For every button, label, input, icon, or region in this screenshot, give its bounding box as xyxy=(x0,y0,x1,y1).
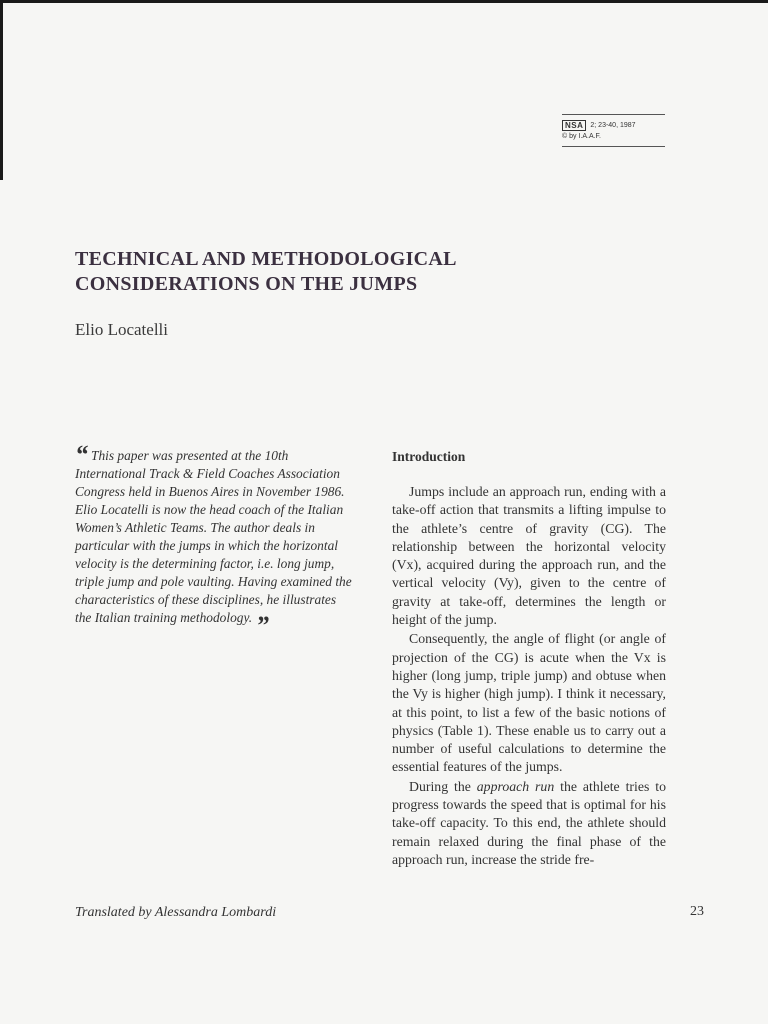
top-scan-edge xyxy=(0,0,768,3)
citation: 2; 23-40, 1987 xyxy=(590,122,636,129)
emphasis-term: approach run xyxy=(476,778,555,794)
paragraph: Consequently, the angle of flight (or angle of projection of the CG) is acute when the Vx is higher (long jump, triple jump) and obtuse when the Vy is higher (high jump). I think it necessary, at this point, to list a few of the basic notions of physics (Table 1). These enable us to carry out a number of useful calculations to determine the essential features of the jumps. xyxy=(392,631,666,775)
left-scan-edge xyxy=(0,0,3,180)
copyright: © by I.A.A.F. xyxy=(562,133,602,140)
nsa-logo-icon: NSA xyxy=(562,120,586,131)
paragraph-text: During the xyxy=(409,778,477,794)
title-line-1: TECHNICAL AND METHODOLOGICAL xyxy=(75,248,457,270)
page-number: 23 xyxy=(690,904,704,919)
article-title xyxy=(75,247,575,297)
abstract-text: This paper was presented at the 10th International Track & Field Coaches Association Congress held in Buenos Aires in November 1986. Elio Locatelli is now the head coach of the Italian Women’s Athletic Teams. The author deals in particular with the jumps in which the horizontal velocity is the determining factor, i.e. long jump, triple jump and pole vaulting. Having examined the characteristics of these disciplines, he illustrates the Italian training methodology. xyxy=(75,448,352,625)
abstract xyxy=(75,440,353,640)
title-line-2: CONSIDERATIONS ON THE JUMPS xyxy=(75,273,418,295)
paragraph xyxy=(392,778,666,869)
section-heading: Introduction xyxy=(392,449,466,464)
author-name: Elio Locatelli xyxy=(75,320,168,339)
open-quote-icon: “ xyxy=(75,440,88,469)
citation-line xyxy=(562,120,665,131)
paragraph: Jumps include an approach run, ending with a take-off action that transmits a lifting impulse to the athlete’s centre of gravity (CG). The relationship between the horizontal velocity (Vx), acquired during the approach run, and the vertical velocity (Vy), given to the centre of gravity at take-off, determines the length or height of the jump. xyxy=(392,484,666,628)
body-column xyxy=(392,483,666,869)
journal-reference xyxy=(562,114,665,147)
close-quote-icon: ” xyxy=(256,611,270,640)
translator-credit: Translated by Alessandra Lombardi xyxy=(75,905,277,920)
paragraph-text: the athlete tries to progress towards the speed that is optimal for his take-off capacity. To this end, the athlete should remain relaxed during the final phase of the approach run, increase the stride fre- xyxy=(392,778,666,867)
